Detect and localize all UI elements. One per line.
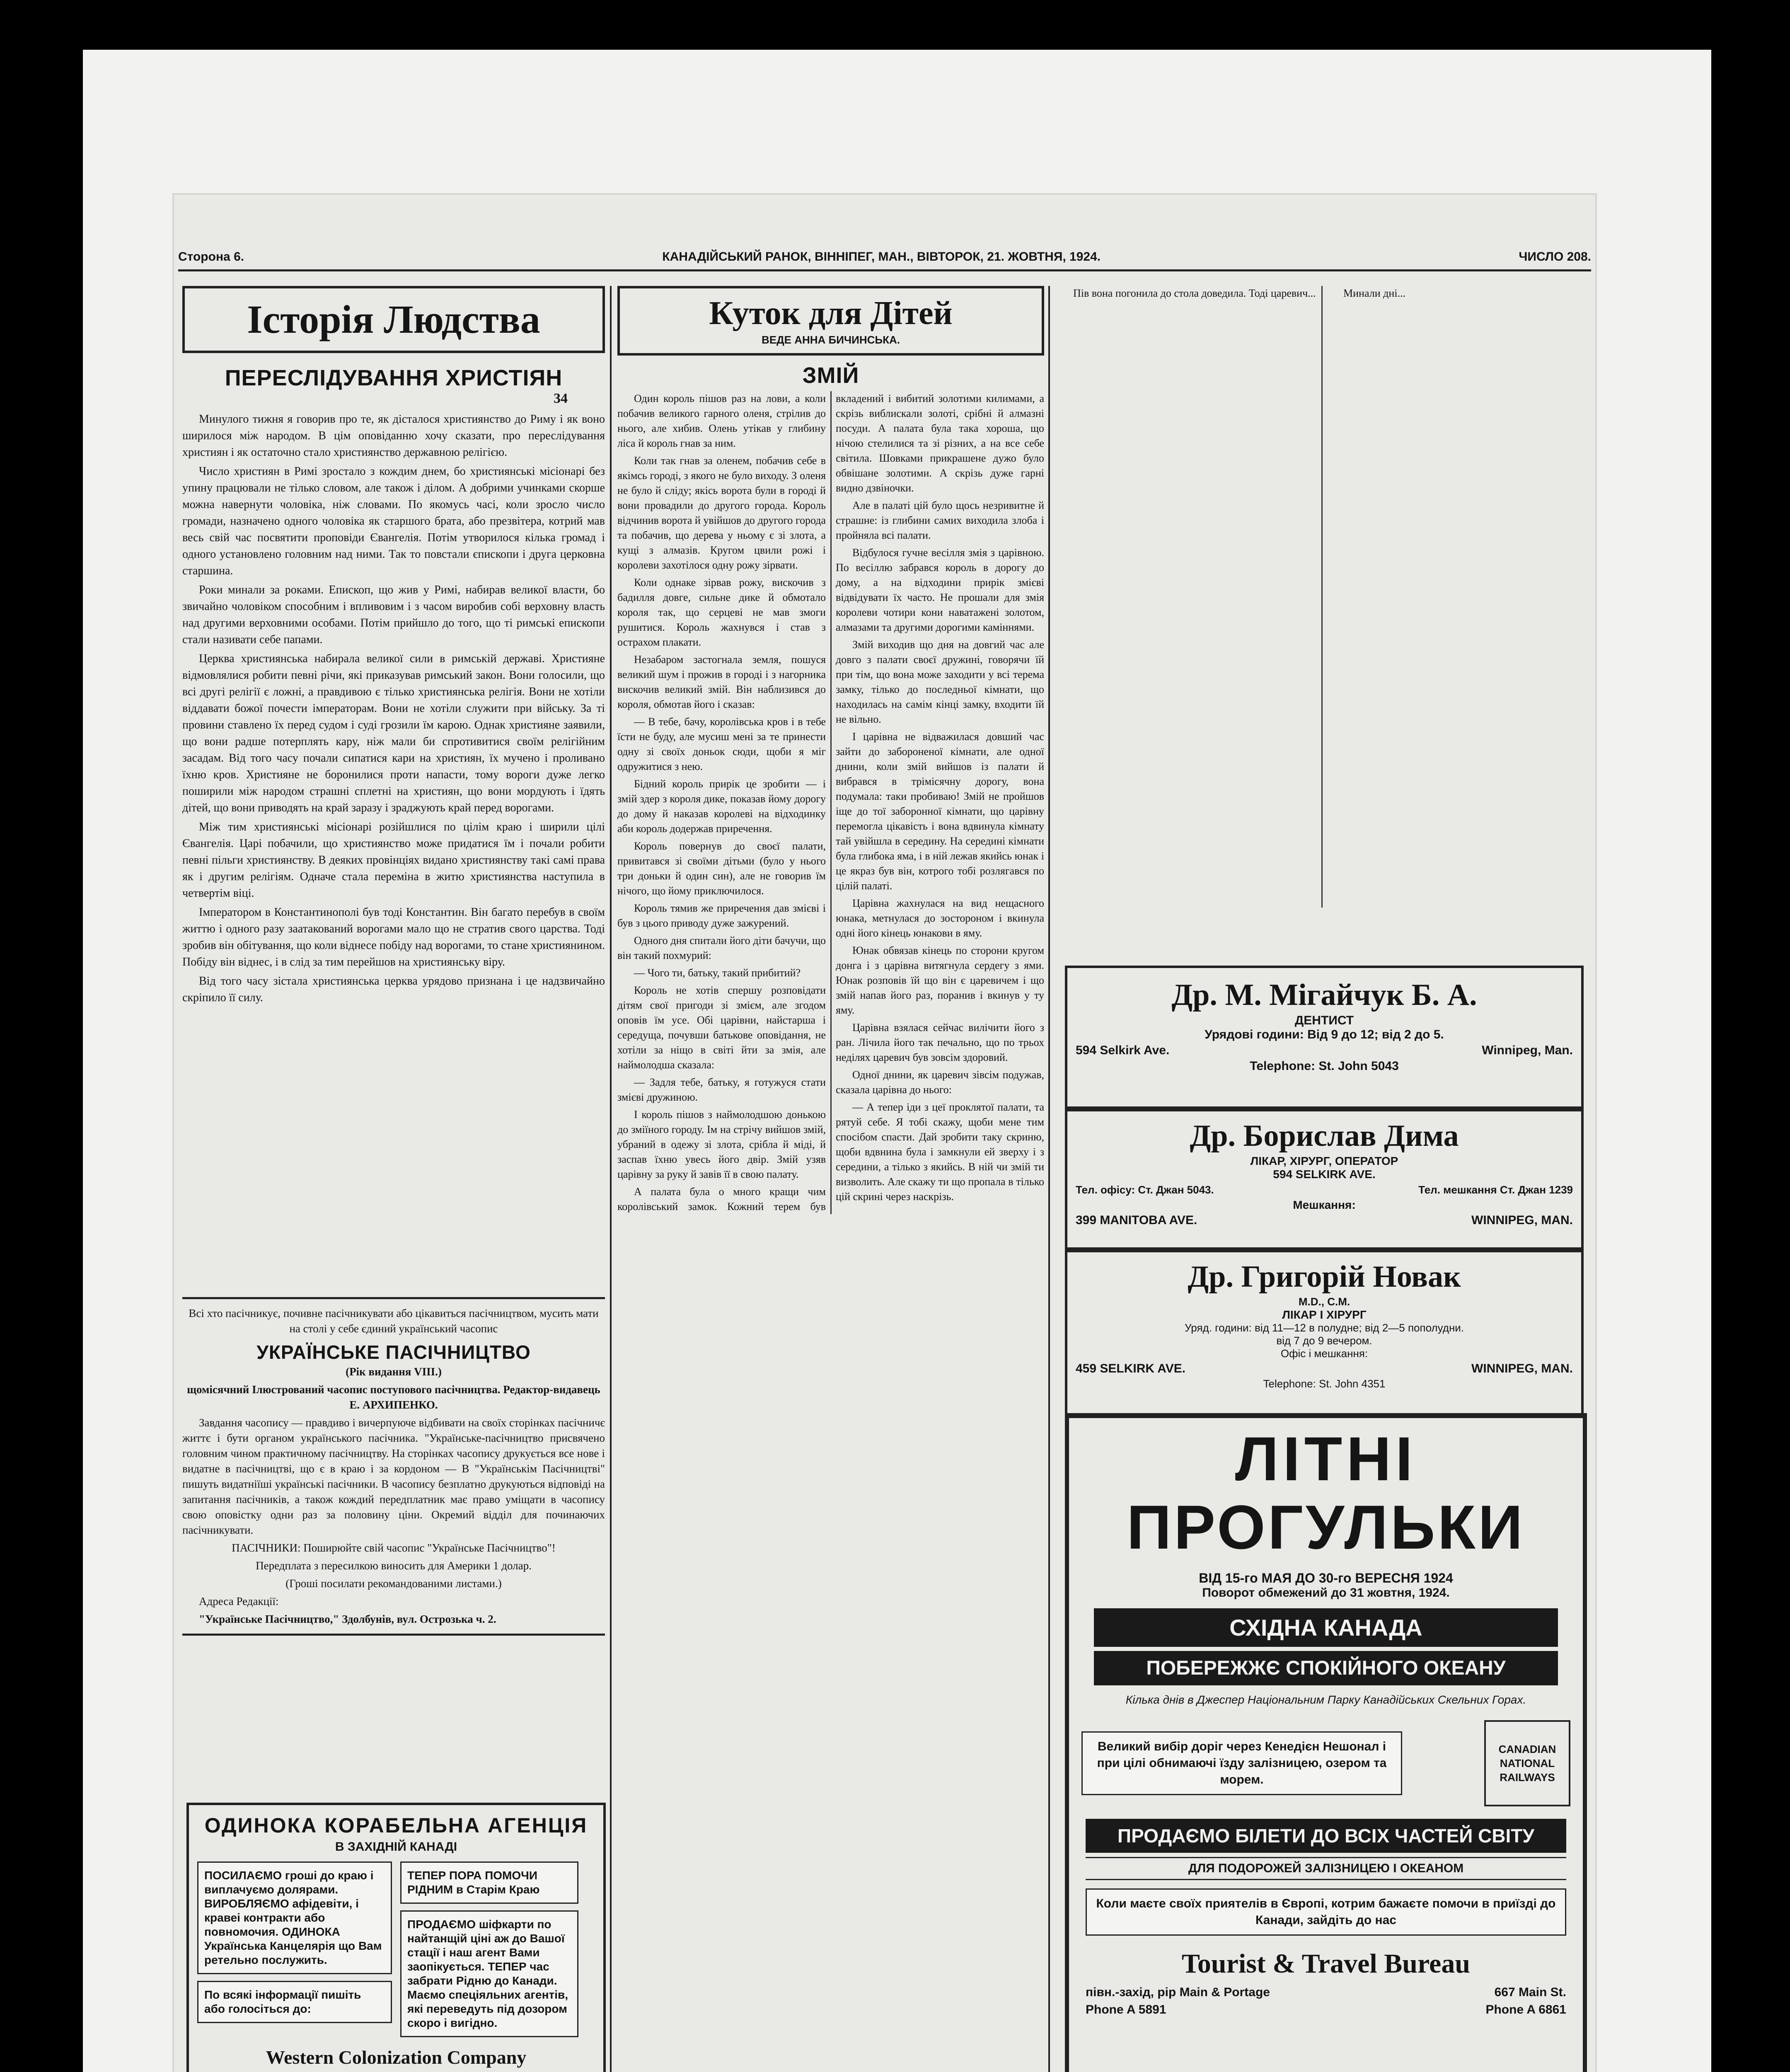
history-paragraph: Роки минали за роками. Епископ, що жив у Римі, набирав великої власти, бо звичайно чоловіком способним і впливовим і з часом виробив собі верховну власть над другими верховними особами. Потім прийшло до того, що ті римські епископи стали називати себе папами. — [182, 583, 605, 646]
history-column — [182, 286, 605, 1009]
bureau-right-1: 667 Main St. — [1494, 1985, 1566, 1999]
kids-paragraph: Царівна жахнулася на вид нещасного юнака, метнулася до зостороном і вкинула одні його кінець юнакови в яму. — [836, 897, 1044, 939]
dyma-tel-office: Тел. офісу: Ст. Джан 5043. — [1076, 1184, 1214, 1196]
divider — [182, 1634, 605, 1636]
dyma-ad — [1065, 1106, 1584, 1252]
kids-paragraph: Але в палаті цій було щось незривитне й страшне: із глибини самих виходила злоба і пройняла всі палати. — [836, 499, 1044, 541]
right-column — [1057, 286, 1587, 908]
shipping-agency-ad — [186, 1803, 606, 2072]
dyma-addr: 594 SELKIRK AVE. — [1273, 1168, 1376, 1181]
dyma-home-label: Мешкання: — [1293, 1198, 1356, 1211]
travel-bureau: Tourist & Travel Bureau — [1181, 1949, 1471, 1979]
masthead-line: КАНАДІЙСЬКИЙ РАНОК, ВІННІПЕГ, МАН., ВІВТОРОК, 21. ЖОВТНЯ, 1924. — [662, 250, 1101, 264]
history-paragraph: Минулого тижня я говорив про те, як дісталося християнство до Риму і як воно ширилося між народом. В цім оповіданню хочу сказати, про переслідування християн і як остаточно стало християнство державною релігією. — [182, 413, 605, 459]
pasich-title: УКРАЇНСЬКЕ ПАСІЧНИЦТВО — [256, 1341, 531, 1363]
agency-company: Western Colonization Company — [266, 2047, 527, 2068]
kids-paragraph: Царівна взялася сейчас вилічити його з ран. Лічила його так печально, що по трьох неділях царевич був зовсім здоровий. — [836, 1021, 1044, 1063]
history-box-title: Історія Людства — [182, 286, 605, 353]
dentist-city: Winnipeg, Man. — [1482, 1043, 1573, 1057]
pasich-year: (Рік видання VIII.) — [346, 1365, 442, 1378]
travel-dates: ВІД 15-го МАЯ ДО 30-го ВЕРЕСНЯ 1924 — [1199, 1571, 1453, 1585]
pasich-desc: щомісячний Ілюстрований часопис поступового пасічництва. Редактор-видавець Е. АРХИПЕНКО. — [187, 1383, 600, 1411]
kids-paragraph: Одного дня спитали його діти бачучи, що він такий похмурий: — [617, 934, 826, 961]
kids-paragraph: — Чого ти, батьку, такий прибитий? — [634, 967, 801, 979]
pasich-money: (Гроші посилати рекомандованими листами.) — [285, 1577, 502, 1590]
novak-hours-2: від 7 до 9 вечером. — [1276, 1334, 1372, 1347]
bureau-left-1: півн.-захід, рір Main & Portage — [1086, 1985, 1270, 1999]
pasich-addr-label: Адреса Редакції: — [199, 1595, 279, 1607]
page-number: Сторона 6. — [178, 250, 244, 264]
novak-role: ЛІКАР І ХІРУРГ — [1282, 1308, 1367, 1321]
agency-title: ОДИНОКА КОРАБЕЛЬНА АГЕНЦІЯ — [204, 1814, 588, 1837]
column-rule — [1048, 286, 1050, 2072]
novak-office: Офіс і мешкання: — [1280, 1347, 1368, 1360]
agency-subtitle: В ЗАХІДНІЙ КАНАДІ — [335, 1840, 457, 1854]
kids-paragraph: Одної днини, як царевич зівсім подужав, сказала царівна до нього: — [836, 1069, 1044, 1096]
travel-banner-pacific: ПОБЕРЕЖЖЄ СПОКІЙНОГО ОКЕАНУ — [1094, 1651, 1558, 1685]
kids-paragraph: Юнак обвязав кінець по сторони кругом донга і з царівна витягнула сердегу з ями. Юнак розповів їй що він є царевичем і що змій напав його раз, поранив і вкинув у ту яму. — [836, 944, 1044, 1016]
agency-box-help: ТЕПЕР ПОРА ПОМОЧИ РІДНИМ в Старім Краю — [400, 1861, 578, 1904]
issue-number: ЧИСЛО 208. — [1519, 250, 1591, 264]
kids-paragraph: Бідний король прирік це зробити — і змій здер з короля дике, показав йому дорогу до дому й наказав королеві на відходинку аби король додержав приречення. — [617, 778, 826, 835]
novak-addr: 459 SELKIRK AVE. — [1076, 1362, 1186, 1375]
novak-name: Др. Григорій Новак — [1188, 1260, 1461, 1294]
dyma-name: Др. Борислав Дима — [1190, 1119, 1459, 1153]
kids-paragraph: Коли так гнав за оленем, побачив себе в якімсь городі, з якого не було виходу. З оленя не було й сліду; якісь ворота були в городі й вони провадили до другого города. Король відчинив ворота й увійшов до другого города та побачив, що дерева у ньому є зі злота, а кущі з алмазів. Кругом цвили рожі і королеви захотілося одну рожу зірвати. — [617, 455, 826, 571]
travel-note: Кілька днів в Джеспер Національним Парку Канадійських Скельних Горах. — [1125, 1693, 1526, 1706]
pasichnytstvo-ad — [182, 1297, 605, 1636]
dyma-home-addr: 399 MANITOBA AVE. — [1076, 1213, 1197, 1227]
cnr-logo: CANADIAN NATIONAL RAILWAYS — [1484, 1720, 1570, 1806]
history-paragraph: Між тим християнські місіонарі розійшлися по цілім краю і ширили цілі Євангелія. Царі побачили, що християнство може придатися їм і почали робити певні пільги християнству. В деяких провінціях видано християнству такі самі права як і другим релігіям. Одначе стала переміна в житю християнства наступила в четвертім віці. — [182, 821, 605, 900]
novak-ad — [1065, 1247, 1584, 1418]
history-paragraph: Число християн в Римі зростало з кождим днем, бо християнські місіонарі без упину працювали не тілько словом, але також і ділом. А добрими учинками скорше можна навернути чоловіка, ніж словами. По якомусь часі, коли зросло число громади, назначено одного чоловіка як старшого брата, або презвітера, котрий мав весь свій час посвятити проповіди Євангелія. Потім утворилося кілька громад і одного установлено головним над ними. Так то повстали єпископи і друга церковна старшина. — [182, 465, 605, 577]
column-rule — [610, 286, 612, 2072]
history-heading: ПЕРЕСЛІДУВАННЯ ХРИСТІЯН — [225, 366, 563, 390]
history-paragraph: Церква християнська набирала великої сили в римській державі. Християне відмовлялися робити певні річи, які приказував римський закон. Вони голосили, що всі другі релігії є ложні, а правдивою є тілько християнська релігія. Вони не хотіли віддавати божої почести імператорам. Вони не хотіли служити при війську. За ті провини ставлено їх перед судом і суді грозили їм карою. Однак християне заявили, що вони радше потерплять кару, ніж мали би спротивитися своїм релігійним засадам. Від того часу почали сипатися кари на християн, їх мучено і проливано їхню кров. Християне не боронилися проти напасти, тому вороги дуже легко поширили між народом страшні сплетні на християн, що вони мордують і їдять дітей, що вони приводять на край заразу і зраджують край перед ворогами. — [182, 652, 605, 814]
dentist-name: Др. М. Мігайчук Б. А. — [1171, 978, 1477, 1012]
bureau-left-2: Phone A 5891 — [1086, 2003, 1166, 2016]
kids-box — [617, 286, 1044, 356]
travel-banner-east: СХІДНА КАНАДА — [1094, 1608, 1558, 1647]
history-paragraph: Імператором в Константинополі був тоді Константин. Він багато перебув в своїм життю і одного разу заатакований ворогами мало що не стратив свого царства. Тоді зробив він обітування, що коли віднесе побіду над ворогами, то стане християнином. Побіду він віднес, і в слід за тим перейшов на християнську віру. — [182, 906, 605, 968]
travel-sell: ПРОДАЄМО БІЛЕТИ ДО ВСІХ ЧАСТЕЙ СВІТУ — [1086, 1819, 1566, 1853]
kids-paragraph: Незабаром застогнала земля, пошуся великий шум і прожив в городі і з нагорника вискочив великий змій. Він наблизився до короля, обмотав його і сказав: — [617, 654, 826, 710]
kids-paragraph: Коли однаке зірвав рожу, вискочив з бадилля довге, сильне дике й обмотало короля так, що серцеві не мав змоги рушитися. Король жахнувся і став з острахом плакати. — [617, 576, 826, 648]
pasich-body: Завдання часопису — правдиво і вичерпуюче відбивати на своїх сторінках пасічничє життє і бути органом українського пасічника. "Українське-пасічництво присвячено головним чином практичному пасічництву. На сторінках часопису друкується все нове і видатне в пасічництві, що є в краю і за кордоном — В "Українськім Пасічництві" пишуть видатніїші українські пасічники. В часопису безплатно друкуються відповіді на запитання пасічників, а також кождий передплатник має право уміщати в часопису свою оповістку одни раз за половину ціни. Окремий відділ для починаючих пасічникувати. — [182, 1416, 605, 1536]
travel-title-2: ПРОГУЛЬКИ — [1127, 1492, 1525, 1562]
story-paragraph: Пів вона погонила до стола доведила. Тоді царевич... — [1073, 287, 1316, 299]
kids-paragraph: І царівна не відважилася довший час зайти до забороненої кімнати, але одної днини, коли змій вийшов із палати й вибрався в трімісячну дорогу, вона подумала: таки пробиваю! Змій не пройшов іще до тої заборонної кімнати, що царівну перемогла цікавість і вона вдвинула кімнату тай увійшла в середину. На середині кімнати була глибока яма, і в ній лежав якийсь юнак і це якраз був він, котрого тобі розлягався по цілій палаті. — [836, 731, 1044, 892]
dentist-hours: Урядові години: Від 9 до 12; від 2 до 5. — [1205, 1028, 1444, 1041]
story-paragraph: Минали дні... — [1343, 287, 1405, 299]
dentist-addr: 594 Selkirk Ave. — [1076, 1043, 1170, 1057]
story-continuation — [1057, 286, 1587, 908]
dentist-ad — [1065, 966, 1584, 1111]
novak-hours-1: Уряд. години: від 11—12 в полудне; від 2—5 пополудни. — [1184, 1322, 1464, 1334]
novak-tel: Telephone: St. John 4351 — [1263, 1377, 1386, 1390]
dyma-role: ЛІКАР, ХІРУРГ, ОПЕРАТОР — [1250, 1155, 1398, 1167]
kids-paragraph: А палата була о много кращи чим королівський замок. Кожний терем був вкладений і вибитий золотими килимами, а скрізь виблискали золоті, срібні й алмазні посуди. А палата була така хороша, що нічою стелилися та зі різних, а на все себе світила. Шовками прикрашене дужо було обвішане золотими. А скрізь дуже гарні видно дзвіночки. — [617, 392, 1044, 1213]
newspaper-page — [174, 195, 1595, 2072]
pasich-price: Передплата з пересилкою виносить для Америки 1 долар. — [256, 1559, 532, 1572]
history-paragraph: Від того часу зістала християнська церква урядово признана і це надзвичайно скріпило її силу. — [182, 975, 605, 1004]
agency-box-info: По всякі інформації пишіть або голосіться до: — [197, 1981, 392, 2023]
agency-box-tickets: ПРОДАЄМО шіфкарти по найтанщій ціні аж до Вашої стації і наш агент Вами заопікується. ТЕПЕР час забрати Рідню до Канади. Маємо спеціяльних агентів, які переведуть під дозором скоро і вигідно. — [400, 1910, 578, 2037]
novak-city: WINNIPEG, MAN. — [1471, 1362, 1573, 1375]
kids-column — [617, 286, 1044, 1214]
kids-box-sub: ВЕДЕ АННА БИЧИНСЬКА. — [762, 334, 900, 346]
history-number: 34 — [554, 391, 568, 406]
pasich-intro: Всі хто пасічникує, почивне пасічникувати або цікавиться пасічництвом, мусить мати на столі у себе єдиний український часопис — [189, 1307, 599, 1335]
kids-paragraph: Змій виходив що дня на довгий час але довго з палати своєї дружині, говорячи їй при тім, що вона може заходити у всі терема замку, тілько до последньої кімнати, що находилась на самім кінці замку, входити їй не вільно. — [836, 639, 1044, 725]
agency-box-money: ПОСИЛАЄМО гроші до краю і виплачуємо долярами. ВИРОБЛЯЄМО афідевіти, і кравеі контракти або повномочия. ОДИНОКА Українська Канцелярія що Вам ретельно послужить. — [197, 1861, 392, 1974]
kids-paragraph: Відбулося гучне весілля змія з царівною. По весіллю забрався король в дорогу до дому, а на відходини прирік змієві відвідувати їх часто. Не прошали для змія королеви чотири кони наватажені золотом, алмазами та другими дорогими каміннями. — [836, 547, 1044, 633]
kids-paragraph: І король пішов з наймолодшою донькою до зміїного городу. Ім на стрічу вийшов змій, убраний в одежу зі злота, срібла й міді, й заспав їхню увесь його двір. Змій узяв царівну за руку й завів її в свою палату. — [617, 1109, 826, 1180]
kids-box-title: Куток для Дітей — [709, 295, 953, 332]
dentist-tel: Telephone: St. John 5043 — [1250, 1059, 1399, 1073]
dentist-role: ДЕНТИСТ — [1294, 1014, 1354, 1027]
travel-help: Коли маєте своїх приятелів в Європі, котрим бажаєте помочи в приїзді до Канади, зайдіть до нас — [1086, 1888, 1566, 1936]
kids-paragraph: Король не хотів спершу розповідати дітям свої пригоди зі змієм, але згодом оповів їм усе. Обі царівни, найстарша і середуща, почувши батькове оповідання, не хотіли за ніщо в світі йти за змія, але наймолодша сказала: — [617, 984, 826, 1071]
pasich-call: ПАСІЧНИКИ: Поширюйте свій часопис "Українське Пасічництво"! — [232, 1542, 556, 1554]
kids-paragraph: — А тепер іди з цеї проклятої палати, та рятуй себе. Я тобі скажу, щоби мене тим спосібом спасти. Дай зробити таку скриню, щоби вдвнина була і замкнули ей зверху і з середини, а тілько з якийсь. В ній чи змій ти визволить. Але скажу ти що пропала в тілько цій скрині через наскрізь. — [836, 1101, 1044, 1203]
kids-paragraph: — Задля тебе, батьку, я готужуся стати змієві дружиною. — [617, 1076, 826, 1103]
travel-title-1: ЛІТНІ — [1235, 1424, 1417, 1493]
kids-paragraph: Король повернув до своєї палати, привитався зі своїми дітьми (було у нього три доньки й один син), але не говорив їм нічого, що йому приключилося. — [617, 840, 826, 897]
divider — [182, 1297, 605, 1299]
travel-ad — [1065, 1413, 1587, 2072]
travel-choice: Великий вибір доріг через Кенедієн Нешонал і при цілі обнимаючі їзду залізницею, озером та морем. — [1081, 1731, 1402, 1795]
page-header — [178, 244, 1591, 271]
novak-degree: M.D., C.M. — [1298, 1295, 1350, 1308]
pasich-addr: "Українське Пасічництво," Здолбунів, вул. Острозька ч. 2. — [199, 1613, 496, 1625]
kids-paragraph: — В тебе, бачу, королівська кров і в тебе їсти не буду, але мусиш мені за те принести одну зі своїх доньок сюди, щоби я міг одружитися з нею. — [617, 716, 826, 772]
kids-paragraph: Один король пішов раз на лови, а коли побачив великого гарного оленя, стрілив до нього, але хибив. Олень утікав у глибину ліса й король гнав за ним. — [617, 392, 826, 449]
travel-sell-sub: ДЛЯ ПОДОРОЖЕЙ ЗАЛІЗНИЦЕЮ І ОКЕАНОМ — [1086, 1857, 1566, 1880]
travel-return: Поворот обмежений до 31 жовтня, 1924. — [1202, 1586, 1450, 1600]
dyma-home-city: WINNIPEG, MAN. — [1471, 1213, 1573, 1227]
dyma-tel-home: Тел. мешкання Ст. Джан 1239 — [1418, 1184, 1573, 1196]
kids-heading: ЗМІЙ — [802, 363, 859, 388]
kids-paragraph: Король тямив же приречення дав змієві і був з цього приводу дуже зажурений. — [617, 902, 826, 929]
bureau-right-2: Phone A 6861 — [1485, 2003, 1566, 2016]
